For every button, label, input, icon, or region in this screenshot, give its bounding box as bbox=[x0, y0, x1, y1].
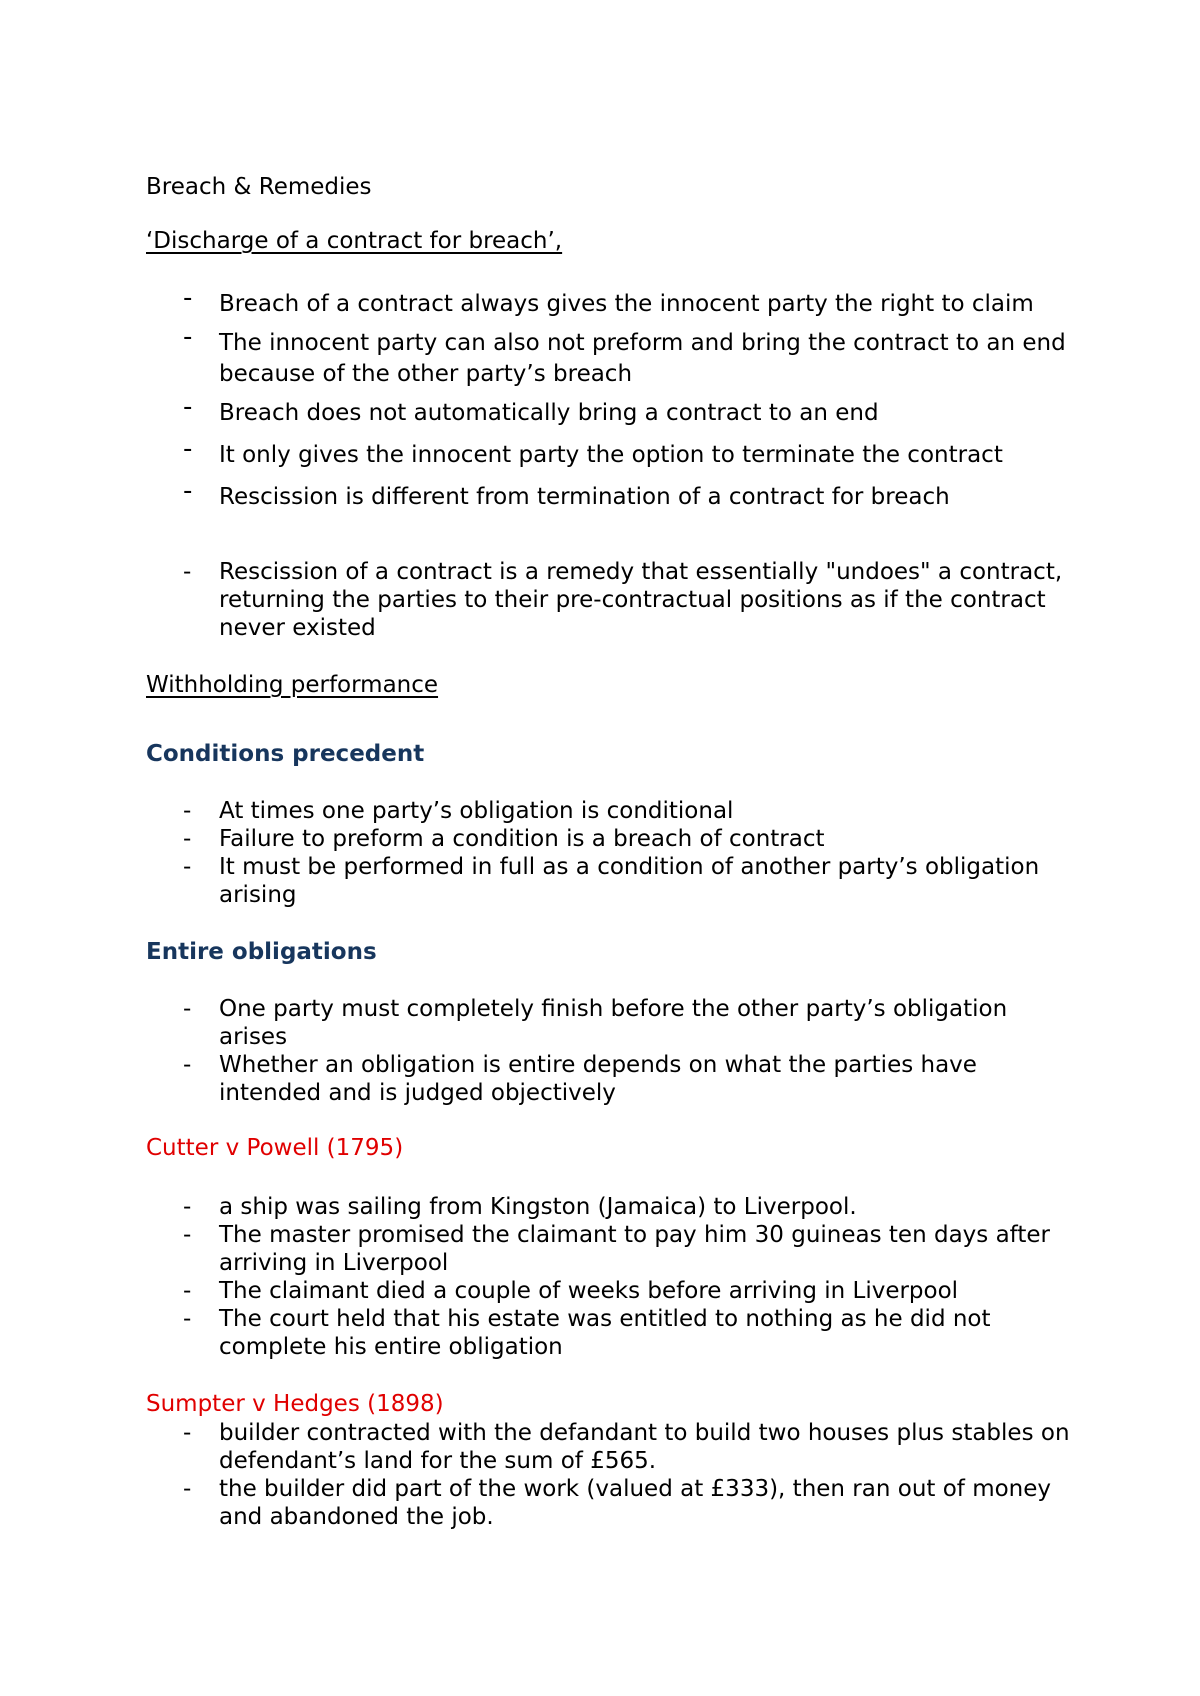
conditions-bullet-list bbox=[0, 797, 1200, 909]
list-item bbox=[0, 1419, 1200, 1475]
dash-bullet: - bbox=[183, 1476, 192, 1502]
list-item-text: the builder did part of the work (valued at £333), then ran out of money and abandoned the job. bbox=[219, 1476, 1052, 1530]
dash-bullet: - bbox=[183, 826, 192, 852]
list-item bbox=[0, 853, 1200, 909]
list-item bbox=[0, 1475, 1200, 1531]
discharge-bullet-list bbox=[0, 283, 1200, 513]
list-item-text: Whether an obligation is entire depends on what the parties have intended and is judged objectively bbox=[219, 1052, 977, 1106]
list-item bbox=[0, 995, 1200, 1051]
entire-obligations-heading: Entire obligations bbox=[146, 939, 377, 965]
list-item bbox=[0, 476, 1200, 513]
list-item-text: One party must completely finish before the other party’s obligation arises bbox=[219, 996, 1008, 1050]
list-item bbox=[0, 558, 1200, 642]
list-item bbox=[0, 1305, 1200, 1361]
list-item-text: Breach of a contract always gives the innocent party the right to claim bbox=[219, 291, 1034, 317]
sumpter-bullet-list bbox=[0, 1419, 1200, 1531]
list-item-text: Failure to preform a condition is a breach of contract bbox=[219, 826, 825, 852]
list-item-text: The claimant died a couple of weeks before arriving in Liverpool bbox=[219, 1278, 959, 1304]
dash-bullet: - bbox=[183, 392, 193, 422]
dash-bullet: - bbox=[183, 476, 193, 506]
list-item bbox=[0, 1221, 1200, 1277]
dash-bullet: - bbox=[183, 1420, 192, 1446]
dash-bullet: - bbox=[183, 1052, 192, 1078]
list-item-text: a ship was sailing from Kingston (Jamaica) to Liverpool. bbox=[219, 1194, 857, 1220]
list-item-text: The master promised the claimant to pay him 30 guineas ten days after arriving in Liverpool bbox=[219, 1222, 1050, 1276]
list-item-text: builder contracted with the defandant to build two houses plus stables on defendant’s land for the sum of £565. bbox=[219, 1420, 1070, 1474]
list-item-text: Rescission of a contract is a remedy that essentially "undoes" a contract, returning the parties to their pre-contractual positions as if the contract never existed bbox=[219, 559, 1063, 641]
dash-bullet: - bbox=[183, 283, 193, 313]
dash-bullet: - bbox=[183, 798, 192, 824]
list-item bbox=[0, 797, 1200, 825]
list-item-text: The court held that his estate was entitled to nothing as he did not complete his entire obligation bbox=[219, 1306, 991, 1360]
dash-bullet: - bbox=[183, 434, 193, 464]
list-item bbox=[0, 392, 1200, 429]
entire-bullet-list bbox=[0, 995, 1200, 1107]
list-item bbox=[0, 1193, 1200, 1221]
list-item-text: At times one party’s obligation is conditional bbox=[219, 798, 734, 824]
discharge-heading: ‘Discharge of a contract for breach’, bbox=[146, 228, 563, 254]
withholding-heading: Withholding performance bbox=[146, 672, 439, 698]
dash-bullet: - bbox=[183, 1278, 192, 1304]
list-item-text: It only gives the innocent party the option to terminate the contract bbox=[219, 442, 1003, 468]
list-item bbox=[0, 1051, 1200, 1107]
dash-bullet: - bbox=[183, 1306, 192, 1332]
dash-bullet: - bbox=[183, 1194, 192, 1220]
conditions-precedent-heading: Conditions precedent bbox=[146, 741, 425, 767]
page-title: Breach & Remedies bbox=[146, 174, 372, 200]
list-item-text: It must be performed in full as a condition of another party’s obligation arising bbox=[219, 854, 1040, 908]
list-item bbox=[0, 434, 1200, 471]
list-item-text: The innocent party can also not preform and bring the contract to an end because of the other party’s breach bbox=[219, 330, 1066, 387]
list-item-text: Rescission is different from termination of a contract for breach bbox=[219, 484, 950, 510]
dash-bullet: - bbox=[183, 854, 192, 880]
case-heading-cutter-v-powell: Cutter v Powell (1795) bbox=[146, 1135, 404, 1161]
dash-bullet: - bbox=[183, 1222, 192, 1248]
dash-bullet: - bbox=[183, 322, 193, 352]
list-item bbox=[0, 825, 1200, 853]
list-item bbox=[0, 283, 1200, 320]
cutter-bullet-list bbox=[0, 1193, 1200, 1361]
dash-bullet: - bbox=[183, 559, 192, 585]
dash-bullet: - bbox=[183, 996, 192, 1022]
list-item-text: Breach does not automatically bring a contract to an end bbox=[219, 400, 879, 426]
list-item bbox=[0, 1277, 1200, 1305]
case-heading-sumpter-v-hedges: Sumpter v Hedges (1898) bbox=[146, 1391, 444, 1417]
rescission-bullet-list bbox=[0, 558, 1200, 642]
list-item bbox=[0, 322, 1200, 390]
